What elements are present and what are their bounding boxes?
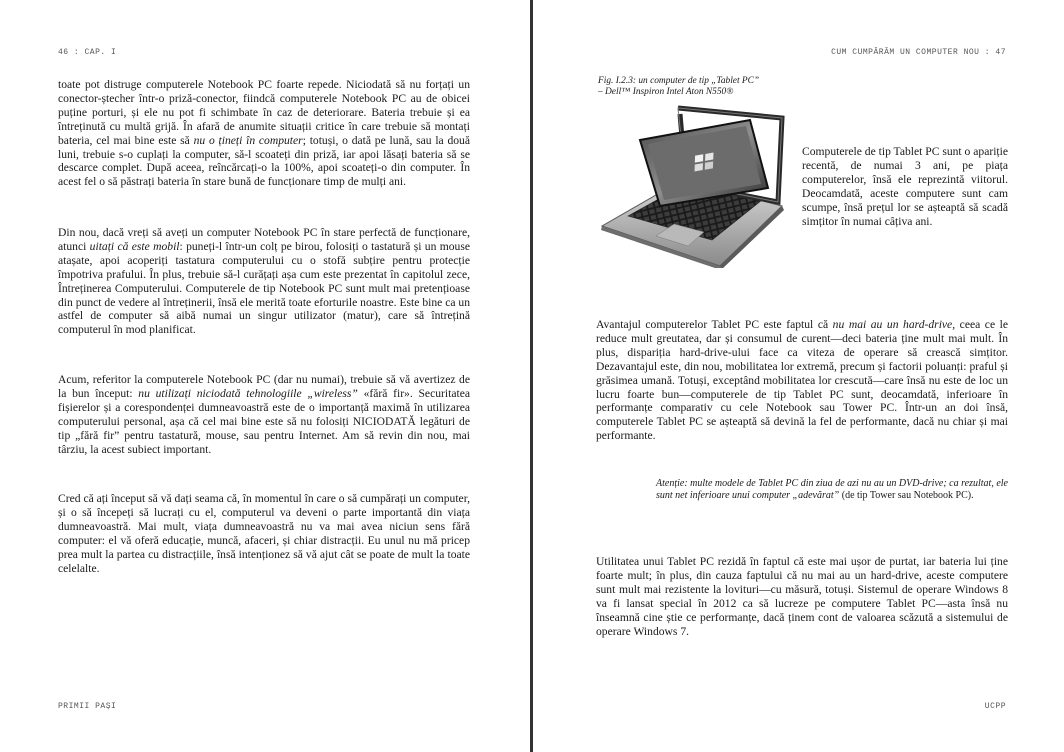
right-page bbox=[534, 0, 1064, 752]
book-spine-divider bbox=[530, 0, 533, 752]
left-paragraph-1: toate pot distruge computerele Notebook PC foarte repede. Niciodată să nu forțați un conector-ștecher într-o priză-conector, fiindcă computerele Notebook PC au de obicei puține porturi, și ele nu pot fi schimbate în caz de deteriorare. Bateria trebuie și ea întreținută cu multă grijă. În afară de anumite situații critice în care trebuie să montați bateria, cel mai bine este să nu o țineți în computer; totuși, o dată pe lună, sau la două luni, trebuie s-o cuplați la computer, să-l scoateți din priză, iar apoi lăsați bateria să se descarce complet. După aceea, reîncărcați-o la 100%, apoi scoateți-o din computer. În acest fel o să păstrați bateria în stare bună de funcționare timp de mulți ani. bbox=[58, 78, 471, 189]
right-paragraph-2: Avantajul computerelor Tablet PC este faptul că nu mai au un hard-drive, ceea ce le reduce mult greutatea, dar și consumul de curent—deci bateria ține mult mai mult. În plus, dispariția hard-drive-ului face ca viteza de operare să crească simțitor. Dezavantajul este, din nou, mobilitatea lor extremă, precum și factorii poluanți: praful și grăsimea umană. Totuși, exceptând mobilitatea lor crescută—care însă nu este de loc un lucru foarte bun—computerele de tip Tablet PC sunt, deocamdată, inferioare în performanțe comparativ cu cele Notebook sau Tower PC. Într-un an doi însă, computerele Tablet PC se așteaptă să devină la fel de performante, dacă nu chiar și mai performante. bbox=[596, 318, 1009, 443]
attention-note: Atenție: multe modele de Tablet PC din ziua de azi nu au un DVD-drive; ca rezultat, ele sunt net inferioare unui computer „adevărat” (de tip Tower sau Notebook PC). bbox=[656, 478, 1008, 502]
left-paragraph-4: Cred că ați început să vă dați seama că, în momentul în care o să cumpărați un computer, și o să începeți să lucrați cu el, computerul va deveni o parte importantă din viața dumneavoastră. Mai mult, viața dumneavoastră nu va mai avea niciun sens fără computer: el vă oferă educație, muncă, afaceri, și chiar distracții. Eu unul nu mă pricep prea mult la partea cu distracțiile, însă intenționez să vă ajut cât se poate de mult la toate celelalte. bbox=[58, 492, 470, 575]
left-page bbox=[0, 0, 530, 752]
tablet-pc-laptop-illustration bbox=[600, 104, 790, 268]
laptop-image-icon bbox=[600, 104, 790, 268]
figure-side-text: Computerele de tip Tablet PC sunt o apariție recentă, de numai 3 ani, pe piața computerelor, însă ele reprezintă viitorul. Deocamdată, aceste computere sunt cam scumpe, însă prețul lor se așteaptă să scadă simțitor în numai câțiva ani. bbox=[802, 145, 1009, 228]
left-paragraph-3: Acum, referitor la computerele Notebook PC (dar nu numai), trebuie să vă avertizez de la bun început: nu utilizați niciodată tehnologiile „wireless” «fără fir». Securitatea fișierelor și a corespondenței dumneavoastră este de o importanță maximă în utilizarea computerului personal, așa că cel mai bine este să nu folosiți NICIODATĂ legături de tip „fără fir” pentru tastatură, mouse, sau pentru Internet. Am să revin din nou, mai târziu, la acest subiect important. bbox=[58, 373, 470, 456]
left-page-header: 46 : CAP. I bbox=[58, 48, 117, 57]
figure-caption: Fig. I.2.3: un computer de tip „Tablet PC” – Dell™ Inspiron Intel Aton N550® bbox=[598, 76, 760, 97]
left-paragraph-2: Din nou, dacă vreți să aveți un computer Notebook PC în stare perfectă de funcționare, atunci uitați că este mobil: puneți-l într-un colț pe birou, folosiți o tastatură și un mouse atașate, apoi acoperiți tastatura computerului cu o stofă subțire pentru protecție împotriva prafului. În plus, trebuie să-l curățați așa cum este prezentat în capitolul zece, Întreținerea Computerului. Computerele de tip Notebook PC sunt mult mai pretențioase din punct de vedere al întreținerii, însă ele merită toate eforturile noastre. Este bine ca un astfel de computer să aibă numai un singur utilizator (matur), care să întrețină computerul în mod planificat. bbox=[58, 226, 470, 337]
right-paragraph-3: Utilitatea unui Tablet PC rezidă în faptul că este mai ușor de purtat, iar bateria lui ține foarte mult; în plus, din cauza faptului că nu mai au un hard-drive, aceste computere sunt mult mai rezistente la lovituri—cu măsură, totuși. Sistemul de operare Windows 8 va fi lansat special în 2012 ca să lucreze pe computere Tablet PC—asta însă nu înseamnă cine știe ce performanțe, dacă ținem cont de valoarea scăzută a sistemului de operare Windows 7. bbox=[596, 555, 1008, 638]
right-page-header: CUM CUMPĂRĂM UN COMPUTER NOU : 47 bbox=[831, 48, 1006, 57]
right-page-footer: UCPP bbox=[984, 702, 1006, 711]
left-page-footer: PRIMII PAȘI bbox=[58, 702, 117, 711]
